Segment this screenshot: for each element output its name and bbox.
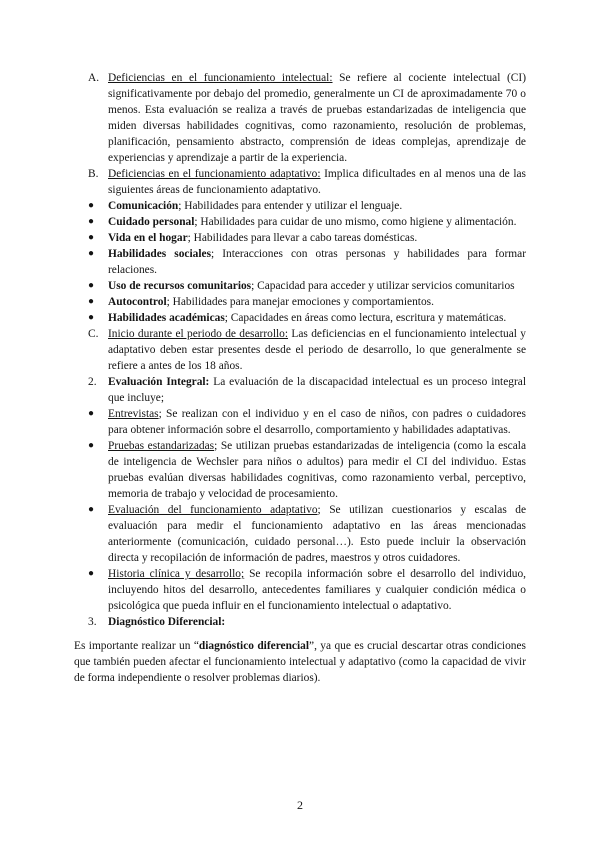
item-text: Se recopila información sobre el desarrollo del individuo, incluyendo hitos del desarrollo, antecedentes familiares y cualquier condición médica o psicológica que pueda influir en el funcionamiento intelectual o adaptativo. bbox=[108, 568, 526, 612]
list-item bbox=[74, 566, 526, 614]
item-title: Deficiencias en el funcionamiento adaptativo: bbox=[108, 168, 321, 180]
item-title: Deficiencias en el funcionamiento intelectual: bbox=[108, 72, 333, 84]
item-title: Evaluación del funcionamiento adaptativo bbox=[108, 504, 318, 516]
bullet-icon: ● bbox=[88, 232, 95, 243]
bullet-icon: ● bbox=[88, 408, 95, 419]
bullet-icon: ● bbox=[88, 440, 95, 451]
list-item bbox=[74, 406, 526, 438]
bullet-icon: ● bbox=[88, 296, 95, 307]
item-title: Historia clínica y desarrollo; bbox=[108, 568, 245, 580]
item-title: Evaluación Integral: bbox=[108, 376, 210, 388]
list-item bbox=[74, 214, 526, 230]
list-marker: 3. bbox=[88, 616, 97, 628]
item-title: Vida en el hogar bbox=[108, 232, 188, 244]
item-text: Se refiere al cociente intelectual (CI) significativamente por debajo del promedio, generalmente un CI de aproximadamente 70 o menos. Esta evaluación se realiza a través de pruebas estandarizadas de inteligencia que miden diversas habilidades cognitivas, como razonamiento, resolución de problemas, planificación, pensamiento abstracto, comprensión de ideas complejas, aprendizaje de experiencias y aprendizaje a partir de la experiencia. bbox=[108, 72, 526, 164]
document-body bbox=[74, 70, 526, 686]
item-title: Diagnóstico Diferencial: bbox=[108, 616, 226, 628]
list-item bbox=[74, 246, 526, 278]
item-title: Habilidades académicas bbox=[108, 312, 225, 324]
item-text: ; Capacidad para acceder y utilizar servicios comunitarios bbox=[251, 280, 515, 292]
list-item bbox=[74, 326, 526, 374]
bullet-icon: ● bbox=[88, 280, 95, 291]
item-title: Cuidado personal bbox=[108, 216, 195, 228]
item-text: Implica dificultades en al menos una de las siguientes áreas de funcionamiento adaptativo. bbox=[108, 168, 526, 196]
closing-text-before: Es importante realizar un “ bbox=[74, 640, 199, 652]
list-marker: A. bbox=[88, 72, 100, 84]
item-text: ; Capacidades en áreas como lectura, escritura y matemáticas. bbox=[224, 312, 507, 324]
list-marker: 2. bbox=[88, 376, 97, 388]
closing-bold-term: diagnóstico diferencial bbox=[198, 640, 310, 652]
list-item bbox=[74, 310, 526, 326]
item-text: ; Se realizan con el individuo y en el caso de niños, con padres o cuidadores para obtener información sobre el desarrollo, comportamiento y habilidades adaptativas. bbox=[108, 408, 526, 436]
item-text: ; Interacciones con otras personas y habilidades para formar relaciones. bbox=[108, 248, 526, 276]
list-item bbox=[74, 278, 526, 294]
list-item bbox=[74, 230, 526, 246]
bullet-icon: ● bbox=[88, 216, 95, 227]
list-item bbox=[74, 502, 526, 566]
list-item bbox=[74, 438, 526, 502]
list-marker: B. bbox=[88, 168, 99, 180]
bullet-icon: ● bbox=[88, 568, 95, 579]
item-text: ; Habilidades para llevar a cabo tareas domésticas. bbox=[187, 232, 418, 244]
closing-paragraph bbox=[74, 638, 526, 686]
bullet-icon: ● bbox=[88, 312, 95, 323]
list-item bbox=[74, 166, 526, 198]
list-item bbox=[74, 294, 526, 310]
item-text: ; Habilidades para cuidar de uno mismo, como higiene y alimentación. bbox=[194, 216, 517, 228]
item-text: ; Se utilizan cuestionarios y escalas de evaluación para medir el funcionamiento adaptativo en las áreas mencionadas anteriormente (comunicación, cuidado personal…). Esto puede incluir la observación directa y recopilación de información de padres, maestros y otros cuidadores. bbox=[108, 504, 526, 564]
item-text: ; Se utilizan pruebas estandarizadas de inteligencia (como la escala de inteligencia de Wechsler para niños o adultos) para medir el CI del individuo. Estas pruebas evalúan diversas habilidades cognitivas, como razonamiento verbal, perceptivo, memoria de trabajo y velocidad de procesamiento. bbox=[108, 440, 527, 500]
item-text: La evaluación de la discapacidad intelectual es un proceso integral que incluye; bbox=[108, 376, 526, 404]
item-text: ; Habilidades para entender y utilizar el lenguaje. bbox=[178, 200, 403, 212]
item-title: Inicio durante el periodo de desarrollo: bbox=[108, 328, 289, 340]
item-title: Autocontrol bbox=[108, 296, 167, 308]
list-item bbox=[74, 614, 526, 630]
item-title: Entrevistas bbox=[108, 408, 159, 420]
list-marker: C. bbox=[88, 328, 99, 340]
item-title: Pruebas estandarizadas bbox=[108, 440, 215, 452]
page-number: 2 bbox=[297, 798, 303, 812]
item-title: Habilidades sociales bbox=[108, 248, 211, 260]
bullet-icon: ● bbox=[88, 504, 95, 515]
item-title: Comunicación bbox=[108, 200, 179, 212]
bullet-icon: ● bbox=[88, 248, 95, 259]
item-text: Las deficiencias en el funcionamiento intelectual y adaptativo deben estar presentes desde el periodo de desarrollo, lo que generalmente se refiere a antes de los 18 años. bbox=[108, 328, 526, 372]
closing-text-after: ”, ya que es crucial descartar otras condiciones que también pueden afectar el funcionamiento intelectual y adaptativo (como la capacidad de vivir de forma independiente o resolver problemas diarios). bbox=[74, 640, 526, 684]
item-title: Uso de recursos comunitarios bbox=[108, 280, 252, 292]
bullet-icon: ● bbox=[88, 200, 95, 211]
list-item bbox=[74, 374, 526, 406]
list-item bbox=[74, 70, 526, 166]
item-text: ; Habilidades para manejar emociones y comportamientos. bbox=[166, 296, 434, 308]
list-item bbox=[74, 198, 526, 214]
